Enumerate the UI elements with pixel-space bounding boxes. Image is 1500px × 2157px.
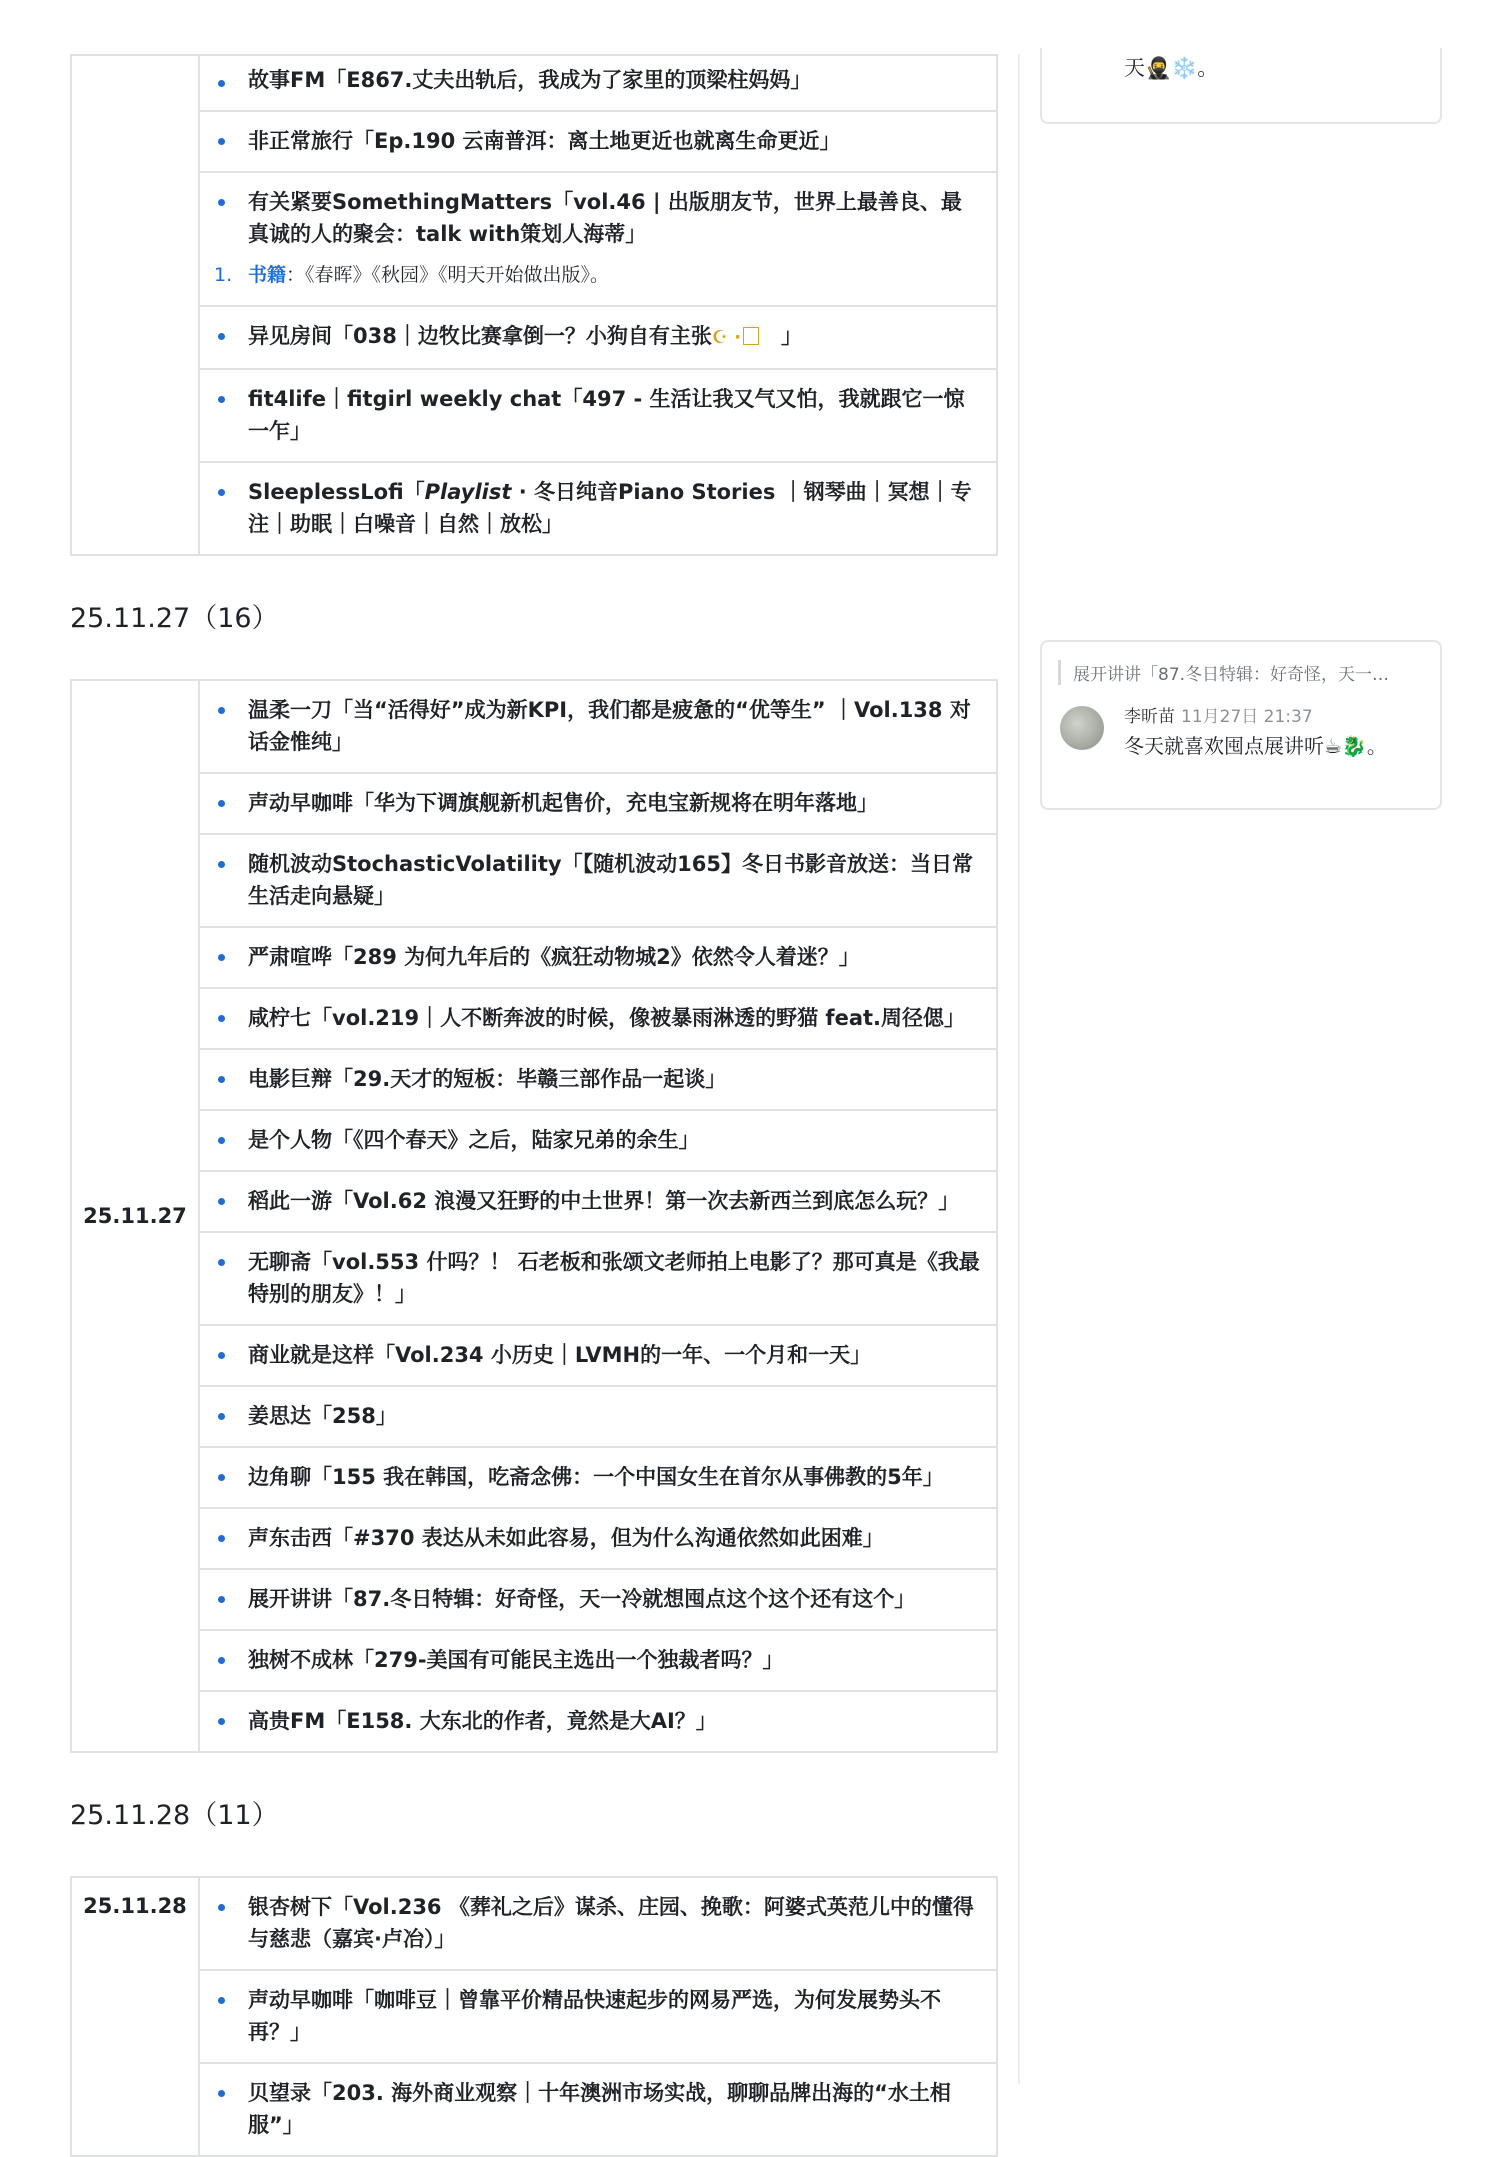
- list-item: [199, 1325, 997, 1386]
- item-text: 非正常旅行「Ep.190 云南普洱：离土地更近也就离生命更近」: [248, 129, 841, 153]
- table-row: [71, 55, 997, 111]
- episode-table-1128: [70, 1876, 998, 2157]
- bullet-icon: [218, 1259, 225, 1266]
- list-item: [199, 1630, 997, 1691]
- list-item: [199, 1171, 997, 1232]
- table-row: [71, 1386, 997, 1447]
- item-text: 声动早咖啡「华为下调旗舰新机起售价，充电宝新规将在明年落地」: [248, 791, 878, 815]
- table-row: [71, 369, 997, 462]
- sub-list-key: 书籍: [248, 264, 287, 286]
- item-text-end: 」: [781, 324, 803, 348]
- table-row: [71, 1110, 997, 1171]
- table-row: [71, 834, 997, 927]
- comment-card-top: [1040, 48, 1442, 124]
- bullet-icon: [218, 1015, 225, 1022]
- comment-text: 天🥷❄️。: [1124, 56, 1219, 80]
- table-row: [71, 172, 997, 306]
- bullet-icon: [218, 707, 225, 714]
- list-item: [199, 1970, 997, 2063]
- list-item: [199, 773, 997, 834]
- sub-list-text: ：《春晖》《秋园》《明天开始做出版》。: [286, 264, 610, 286]
- content-divider: [1018, 54, 1020, 2084]
- list-item: [199, 369, 997, 462]
- episode-table-1127: [70, 679, 998, 1753]
- bullet-icon: [218, 1413, 225, 1420]
- table-row: [71, 1691, 997, 1752]
- item-text: 温柔一刀「当“活得好”成为新KPI，我们都是疲惫的“优等生” ｜Vol.138 对话金惟纯」: [248, 698, 971, 754]
- bullet-icon: [218, 1076, 225, 1083]
- bullet-icon: [218, 1198, 225, 1205]
- table-row: [71, 1630, 997, 1691]
- list-item: [199, 1691, 997, 1752]
- table-row: [71, 1970, 997, 2063]
- bullet-icon: [218, 80, 225, 87]
- list-item: [199, 1110, 997, 1171]
- item-text: 商业就是这样「Vol.234 小历史｜LVMH的一年、一个月和一天」: [248, 1343, 872, 1367]
- comment-body: 冬天就喜欢囤点展讲听☕🐉。: [1124, 734, 1387, 758]
- table-row: [71, 1049, 997, 1110]
- item-text: fit4life｜fitgirl weekly chat「497 - 生活让我又气又怕，我就跟它一惊一乍」: [248, 387, 965, 443]
- item-text: 咸柠七「vol.219｜人不断奔波的时候，像被暴雨淋透的野猫 feat.周径偲」: [248, 1006, 966, 1030]
- list-item: [199, 55, 997, 111]
- bullet-icon: [218, 861, 225, 868]
- bullet-icon: [218, 1352, 225, 1359]
- list-item: [199, 111, 997, 172]
- avatar[interactable]: [1060, 706, 1104, 750]
- item-text: 异见房间「038｜边牧比赛拿倒一？小狗自有主张: [248, 324, 712, 348]
- item-text: 无聊斋「vol.553 什吗？！ 石老板和张颂文老师拍上电影了？那可真是《我最特别的朋友》！」: [248, 1250, 980, 1306]
- list-item: [199, 1386, 997, 1447]
- list-item: [199, 1049, 997, 1110]
- table-row: [71, 773, 997, 834]
- bullet-icon: [218, 2090, 225, 2097]
- list-item: [199, 2063, 997, 2156]
- comment-card[interactable]: [1040, 640, 1442, 810]
- item-text: 声动早咖啡「咖啡豆｜曾靠平价精品快速起步的网易严选，为何发展势头不再？」: [248, 1988, 941, 2044]
- item-text-italic: Playlist: [424, 480, 512, 504]
- bullet-icon: [218, 333, 225, 340]
- item-text: 边角聊「155 我在韩国，吃斋念佛：一个中国女生在首尔从事佛教的5年」: [248, 1465, 944, 1489]
- table-row: [71, 680, 997, 773]
- item-text: SleeplessLofi「: [248, 480, 425, 504]
- item-text: 有关紧要SomethingMatters「vol.46 | 出版朋友节，世界上最善良、最真诚的人的聚会：talk with策划人海蒂」: [248, 190, 962, 246]
- table-row: [71, 1508, 997, 1569]
- table-row: [71, 1171, 997, 1232]
- bullet-icon: [218, 1535, 225, 1542]
- item-text-end: · 冬日纯音Piano Stories ｜钢琴曲｜冥想｜专注｜助眠｜白噪音｜自然｜放松」: [248, 480, 972, 536]
- bullet-icon: [218, 800, 225, 807]
- date-cell: 25.11.28: [71, 1877, 199, 2156]
- table-row: [71, 462, 997, 555]
- section-heading: 25.11.28（11）: [70, 1800, 279, 1831]
- item-text: 严肃喧哗「289 为何九年后的《疯狂动物城2》依然令人着迷？」: [248, 945, 860, 969]
- emoji-icon: ☪ ·: [711, 327, 742, 348]
- table-row: [71, 1877, 997, 1970]
- bullet-icon: [218, 1997, 225, 2004]
- comment-quote[interactable]: 展开讲讲「87.冬日特辑：好奇怪，天一…: [1058, 660, 1413, 685]
- date-cell: [71, 55, 199, 555]
- item-text: 随机波动StochasticVolatility「【随机波动165】冬日书影音放送：当日常生活走向悬疑」: [248, 852, 973, 908]
- list-item: [199, 834, 997, 927]
- table-row: [71, 1447, 997, 1508]
- bullet-icon: [218, 1718, 225, 1725]
- table-row: [71, 988, 997, 1049]
- list-item: [199, 1877, 997, 1970]
- bullet-icon: [218, 489, 225, 496]
- table-row: [71, 306, 997, 369]
- bullet-icon: [218, 954, 225, 961]
- episode-table-prev: [70, 54, 998, 556]
- comment-meta: [1124, 702, 1313, 727]
- date-cell: 25.11.27: [71, 680, 199, 1752]
- item-text: 独树不成林「279-美国有可能民主选出一个独裁者吗？」: [248, 1648, 784, 1672]
- list-item: [199, 927, 997, 988]
- item-text: 电影巨辩「29.天才的短板：毕赣三部作品一起谈」: [248, 1067, 727, 1091]
- missing-glyph-icon: [743, 327, 759, 345]
- list-item: [199, 306, 997, 369]
- item-text: 高贵FM「E158. 大东北的作者，竟然是大AI？」: [248, 1709, 717, 1733]
- bullet-icon: [218, 396, 225, 403]
- list-item: [199, 988, 997, 1049]
- list-item: [199, 680, 997, 773]
- table-row: [71, 111, 997, 172]
- main-content: [70, 54, 1000, 2157]
- comment-time: 11月27日 21:37: [1181, 707, 1313, 727]
- list-item: [199, 462, 997, 555]
- commenter-name[interactable]: 李昕苗: [1124, 707, 1175, 727]
- item-text: 是个人物「《四个春天》之后，陆家兄弟的余生」: [248, 1128, 700, 1152]
- list-item: [199, 1569, 997, 1630]
- bullet-icon: [218, 1657, 225, 1664]
- section-heading: 25.11.27（16）: [70, 603, 279, 634]
- list-item: [199, 1232, 997, 1325]
- list-item: [199, 1508, 997, 1569]
- table-row: [71, 1325, 997, 1386]
- bullet-icon: [218, 1596, 225, 1603]
- item-text: 展开讲讲「87.冬日特辑：好奇怪，天一冷就想囤点这个这个还有这个」: [248, 1587, 916, 1611]
- list-item: [199, 172, 997, 306]
- list-item: [199, 1447, 997, 1508]
- bullet-icon: [218, 1474, 225, 1481]
- item-text: 贝望录「203. 海外商业观察｜十年澳洲市场实战，聊聊品牌出海的“水土相服”」: [248, 2081, 951, 2137]
- table-row: [71, 927, 997, 988]
- item-text: 故事FM「E867.丈夫出轨后，我成为了家里的顶梁柱妈妈」: [248, 68, 812, 92]
- sub-list-number: 1.: [214, 264, 233, 286]
- bullet-icon: [218, 1904, 225, 1911]
- bullet-icon: [218, 138, 225, 145]
- item-text: 稻此一游「Vol.62 浪漫又狂野的中土世界！第一次去新西兰到底怎么玩？」: [248, 1189, 960, 1213]
- bullet-icon: [218, 1137, 225, 1144]
- table-row: [71, 2063, 997, 2156]
- table-row: [71, 1569, 997, 1630]
- bullet-icon: [218, 199, 225, 206]
- item-text: 姜思达「258」: [248, 1404, 397, 1428]
- item-text: 声东击西「#370 表达从未如此容易，但为什么沟通依然如此困难」: [248, 1526, 884, 1550]
- table-row: [71, 1232, 997, 1325]
- item-text: 银杏树下「Vol.236 《葬礼之后》谋杀、庄园、挽歌：阿婆式英范儿中的懂得与慈悲（嘉宾·卢冶）」: [248, 1895, 974, 1951]
- sub-list-item: [214, 259, 982, 291]
